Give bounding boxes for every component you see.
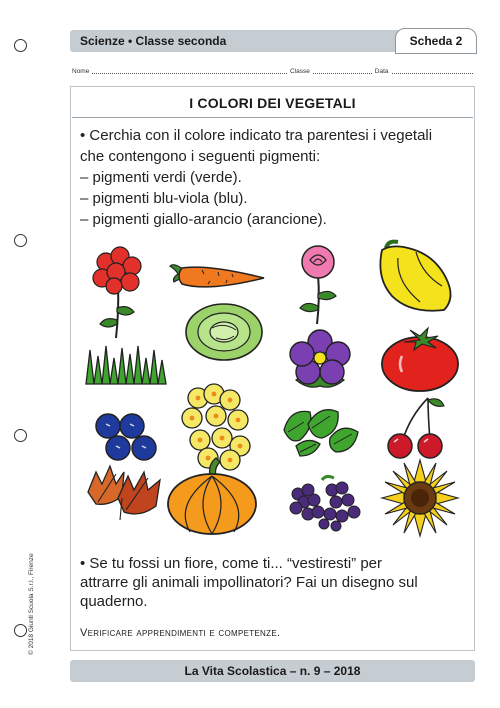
date-label: Data <box>374 68 389 75</box>
instruction-line: – pigmenti blu-viola (blu). <box>80 190 248 207</box>
binder-hole-2 <box>14 234 27 247</box>
instruction-line: • Cerchia con il colore indicato tra parentesi i vegetali <box>80 127 433 144</box>
pink-rose-icon[interactable] <box>292 244 344 326</box>
date-field[interactable] <box>392 68 474 74</box>
title-divider <box>72 117 473 118</box>
binder-hole-1 <box>14 39 27 52</box>
instructions <box>80 125 475 230</box>
green-leaves-icon[interactable] <box>280 404 360 458</box>
question-line: • Se tu fossi un fiore, come ti... “vestiresti” per <box>80 555 383 572</box>
footer-bar: La Vita Scolastica – n. 9 – 2018 <box>70 660 475 682</box>
binder-hole-4 <box>14 624 27 637</box>
violet-primrose-icon[interactable] <box>288 330 352 392</box>
question-line: quaderno. <box>80 593 148 610</box>
instruction-line: – pigmenti verdi (verde). <box>80 169 242 186</box>
grass-icon[interactable] <box>84 344 172 386</box>
question-line: attrarre gli animali impollinatori? Fai un disegno sul <box>80 574 418 591</box>
yellow-pepper-icon[interactable] <box>372 238 456 316</box>
vegetables-grid <box>80 236 465 536</box>
name-label: Nome <box>72 68 90 75</box>
class-label: Classe <box>290 68 310 75</box>
carrot-icon[interactable] <box>168 258 268 298</box>
sunflower-icon[interactable] <box>380 458 460 538</box>
class-field[interactable] <box>313 68 372 74</box>
autumn-leaves-icon[interactable] <box>82 462 164 522</box>
assessment-note: Verificare apprendimenti e competenze. <box>80 627 281 639</box>
binder-hole-3 <box>14 429 27 442</box>
student-info-row <box>72 68 476 75</box>
pumpkin-icon[interactable] <box>164 456 260 538</box>
instruction-line: – pigmenti giallo-arancio (arancione). <box>80 211 327 228</box>
tomato-icon[interactable] <box>380 326 460 392</box>
name-field[interactable] <box>92 68 287 74</box>
instruction-line: che contengono i seguenti pigmenti: <box>80 148 321 165</box>
page-title: I COLORI DEI VEGETALI <box>189 95 356 111</box>
blackberries-icon[interactable] <box>288 474 366 530</box>
sheet-number-tab: Scheda 2 <box>395 28 477 54</box>
drawing-question <box>80 554 475 611</box>
red-geranium-icon[interactable] <box>88 246 148 341</box>
copyright-notice: © 2018 Giunti Scuola S.r.l., Firenze <box>28 553 35 655</box>
subject-label: Scienze • Classe seconda <box>80 34 227 48</box>
cherries-icon[interactable] <box>384 396 448 460</box>
lettuce-icon[interactable] <box>182 300 266 362</box>
blueberries-icon[interactable] <box>94 412 160 464</box>
